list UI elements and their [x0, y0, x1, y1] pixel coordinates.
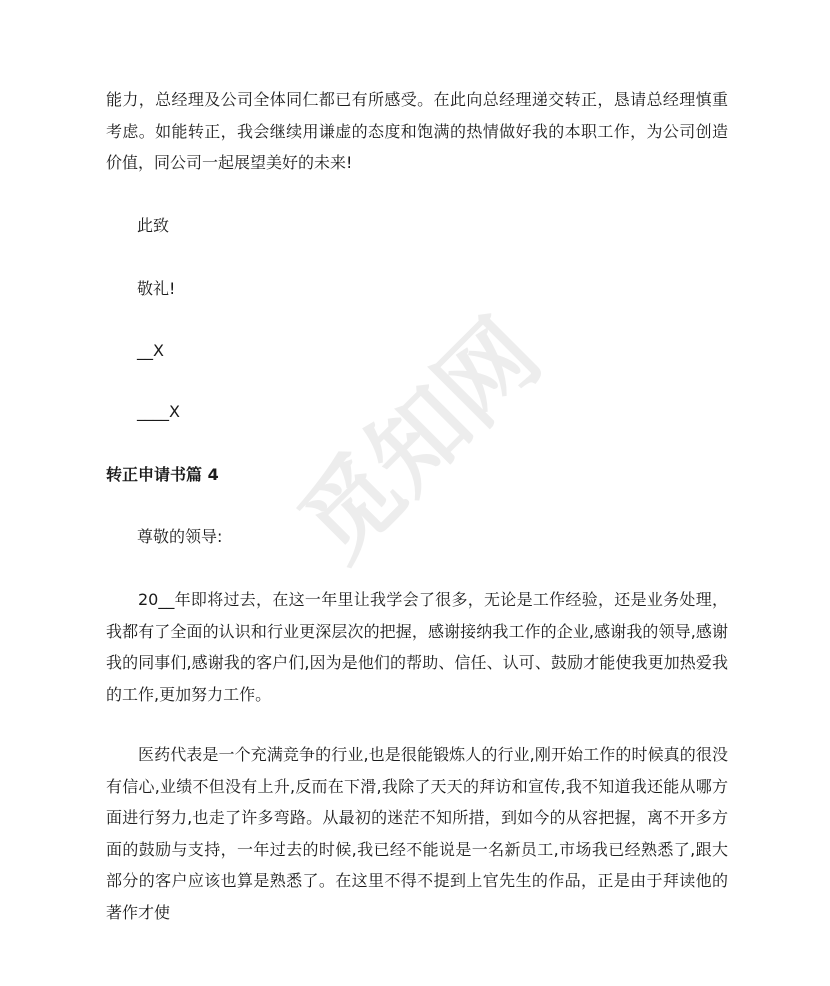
signature-line-2: ____X: [137, 402, 180, 421]
watermark: 觅知网: [278, 298, 562, 582]
section-heading: 转正申请书篇 4: [106, 465, 219, 484]
signature-line-1: __X: [137, 341, 164, 360]
paragraph-2: 20__年即将过去，在这一年里让我学会了很多，无论是工作经验，还是业务处理，我都有了全面的认识和行业更深层次的把握，感谢接纳我工作的企业,感谢我的领导,感谢我的同事们,感谢我的客户们,因为是他们的帮助、信任、认可、鼓励才能使我更加热爱我的工作,更加努力工作。: [106, 590, 728, 704]
closing-line-1: 此致: [137, 216, 170, 235]
salutation: 尊敬的领导:: [137, 527, 223, 546]
closing-line-2: 敬礼!: [137, 279, 176, 298]
paragraph-3: 医药代表是一个充满竞争的行业,也是很能锻炼人的行业,刚开始工作的时候真的很没有信心,业绩不但没有上升,反而在下滑,我除了天天的拜访和宣传,我不知道我还能从哪方面进行努力,也走了许多弯路。从最初的迷茫不知所措，到如今的从容把握，离不开多方面的鼓励与支持，一年过去的时候,我已经不能说是一名新员工,市场我已经熟悉了,跟大部分的客户应该也算是熟悉了。在这里不得不提到上官先生的作品，正是由于拜读他的著作才使: [106, 745, 728, 922]
paragraph-continuation: 能力，总经理及公司全体同仁都已有所感受。在此向总经理递交转正，恳请总经理慎重考虑。如能转正，我会继续用谦虚的态度和饱满的热情做好我的本职工作，为公司创造价值，同公司一起展望美好的未来!: [106, 90, 728, 172]
